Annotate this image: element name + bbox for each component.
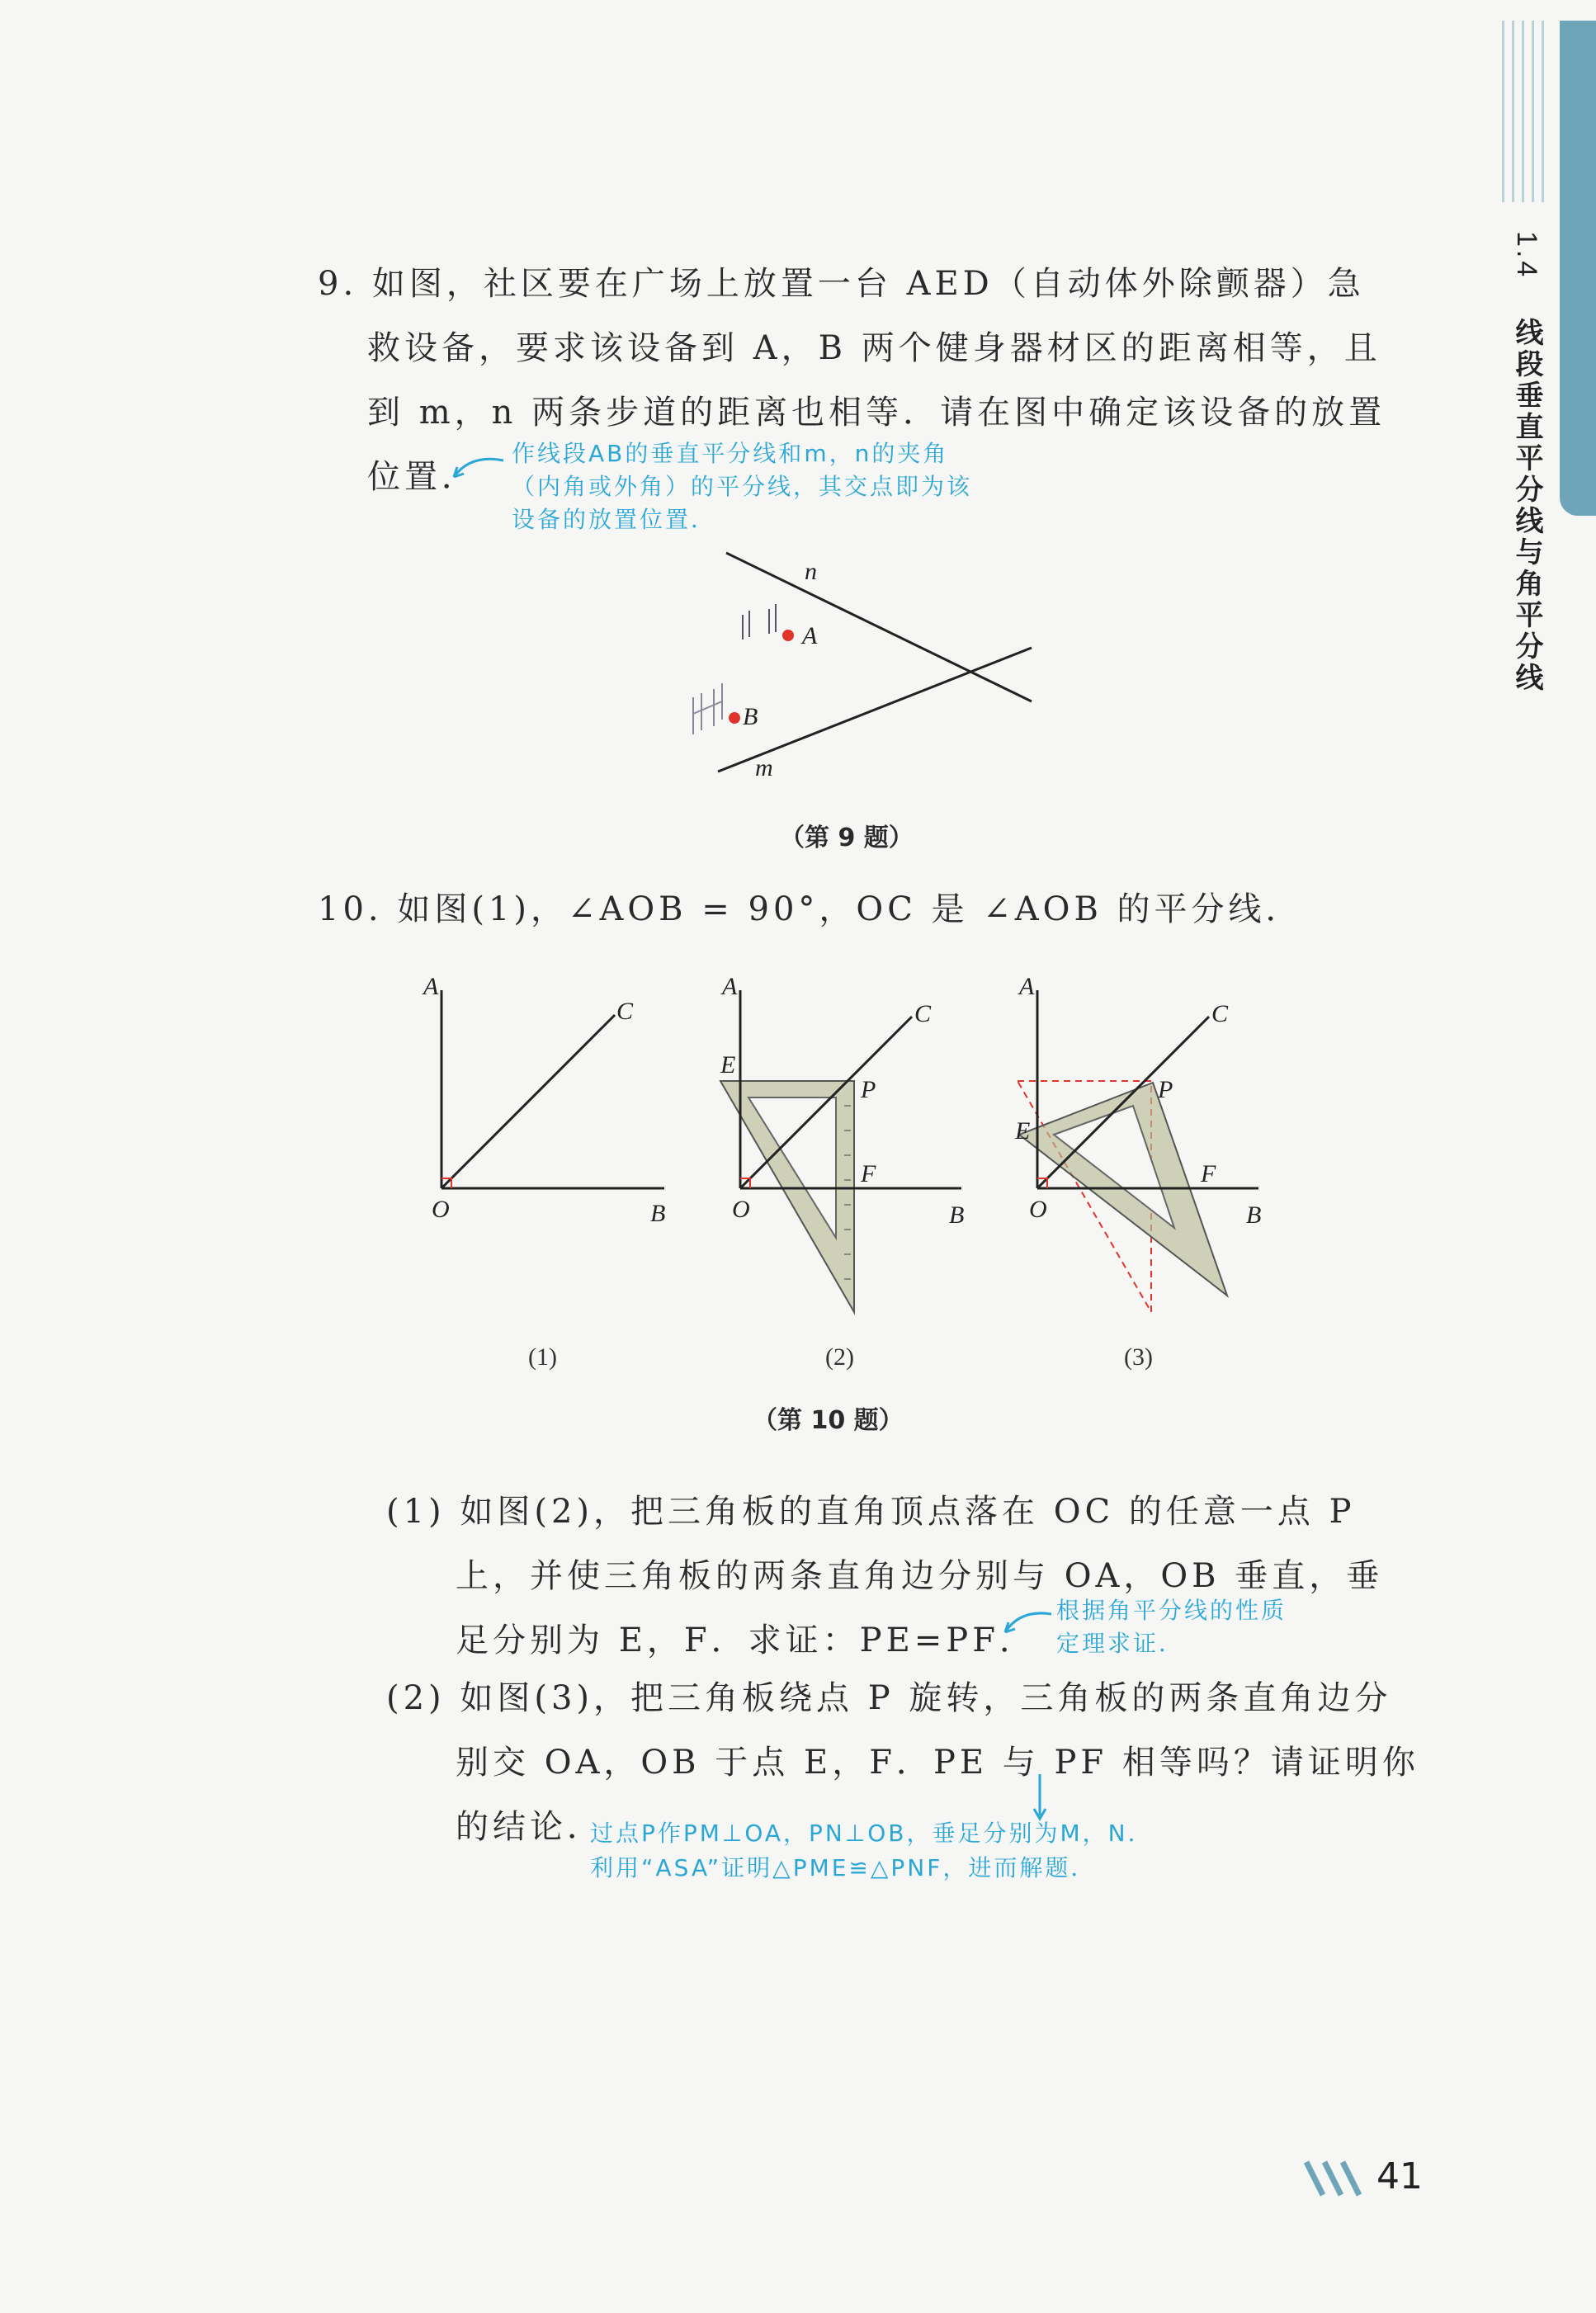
figure-q9: [677, 536, 1048, 792]
q9-line1: 9. 如图，社区要在广场上放置一台 AED（自动体外除颤器）急: [318, 265, 1365, 303]
q10-part2-line3: 的结论．: [456, 1808, 604, 1846]
chapter-heading: [1498, 231, 1547, 694]
annotation-arrow: [446, 446, 512, 487]
q10-part2-line2: 别交 OA，OB 于点 E，F．PE 与 PF 相等吗？请证明你: [456, 1744, 1419, 1782]
label-f: F: [861, 1160, 876, 1187]
chapter-tab: [1560, 21, 1596, 516]
page-number-decoration-icon: [1300, 2158, 1374, 2199]
q10-part2-note-line2: 利用“ASA”证明△PME≌△PNF，进而解题．: [590, 1854, 1097, 1881]
label-a: A: [423, 973, 439, 1000]
label-a: A: [1019, 973, 1035, 1000]
q10-part1-line3: 足分别为 E，F．求证：PE=PF．: [456, 1621, 1036, 1659]
label-c: C: [914, 1000, 932, 1027]
label-b: B: [1246, 1201, 1262, 1229]
label-n: n: [805, 558, 817, 585]
label-f: F: [1201, 1160, 1216, 1187]
decor-line: [1532, 21, 1534, 202]
q10-part2-note-line1: 过点P作PM⊥OA，PN⊥OB，垂足分别为M，N．: [590, 1820, 1154, 1847]
label-p: P: [1158, 1076, 1173, 1103]
label-c: C: [616, 998, 634, 1025]
decor-line: [1502, 21, 1504, 202]
label-e: E: [1015, 1117, 1031, 1145]
decor-line: [1522, 21, 1524, 202]
subcaption-1: (1): [528, 1343, 557, 1371]
q9-note-line2: （内角或外角）的平分线，其交点即为该: [512, 473, 973, 500]
page-number: 41: [1376, 2155, 1423, 2197]
q10-part2-line1: (2) 如图(3)，把三角板绕点 P 旋转，三角板的两条直角边分: [386, 1679, 1392, 1717]
label-o: O: [1029, 1196, 1047, 1223]
annotation-arrow: [999, 1601, 1056, 1642]
label-o: O: [732, 1196, 750, 1223]
caption-q9: （第 9 题）: [780, 824, 914, 852]
q9-line4: 位置．: [367, 458, 479, 496]
point-a: [782, 630, 794, 641]
label-a: A: [802, 622, 818, 649]
q9-line2: 救设备，要求该设备到 A，B 两个健身器材区的距离相等，且: [367, 329, 1381, 367]
label-c: C: [1211, 1000, 1229, 1027]
figure-q10-1: [417, 965, 689, 1238]
label-b: B: [743, 703, 758, 730]
q10-part1-line2: 上，并使三角板的两条直角边分别与 OA，OB 垂直，垂: [456, 1557, 1384, 1595]
label-a: A: [722, 973, 738, 1000]
path-m: [718, 648, 1032, 772]
label-p: P: [861, 1076, 876, 1103]
q9-line3: 到 m，n 两条步道的距离也相等．请在图中确定该设备的放置: [367, 394, 1386, 432]
chapter-number: 1.4: [1511, 231, 1542, 281]
label-m: m: [755, 754, 773, 781]
decor-line: [1512, 21, 1514, 202]
q9-note-line1: 作线段AB的垂直平分线和m，n的夹角: [512, 440, 949, 467]
chapter-title: 线段垂直平分线与角平分线: [1510, 318, 1543, 695]
decor-line: [1542, 21, 1544, 202]
q10-intro: 10. 如图(1)，∠AOB = 90°，OC 是 ∠AOB 的平分线．: [318, 890, 1303, 928]
fitness-equipment-a: [743, 604, 776, 640]
label-o: O: [432, 1196, 450, 1223]
caption-q10: （第 10 题）: [753, 1406, 904, 1435]
annotation-arrow: [1032, 1773, 1048, 1822]
label-b: B: [949, 1201, 965, 1229]
figure-q10-3: [1011, 965, 1283, 1329]
q10-part1-note-line1: 根据角平分线的性质: [1056, 1597, 1287, 1624]
fitness-equipment-b: [693, 683, 722, 734]
figure-q10-2: [714, 965, 986, 1329]
subcaption-3: (3): [1124, 1343, 1153, 1371]
path-n: [726, 553, 1032, 701]
q10-part1-line1: (1) 如图(2)，把三角板的直角顶点落在 OC 的任意一点 P: [386, 1493, 1356, 1531]
label-b: B: [650, 1200, 666, 1227]
q10-part1-note-line2: 定理求证．: [1056, 1630, 1185, 1657]
label-e: E: [720, 1051, 736, 1079]
q9-note-line3: 设备的放置位置．: [512, 506, 717, 533]
subcaption-2: (2): [825, 1343, 854, 1371]
point-b: [729, 712, 740, 724]
